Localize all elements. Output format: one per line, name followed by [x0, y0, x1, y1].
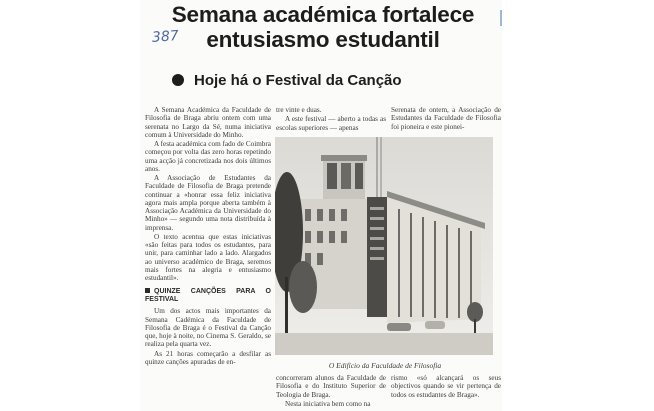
photo-caption: O Edifício da Faculdade de Filosofia	[328, 361, 442, 370]
paragraph: Um dos actos mais importantes da Semana Cadémica da Faculdade de Filosofia de Braga é o Festival da Canção que, hoje à noite, no Cinema S. Geraldo, se realiza pela quarta vez.	[145, 307, 271, 349]
building-photo	[275, 137, 493, 355]
edge-mark	[500, 10, 502, 26]
headline	[148, 2, 498, 52]
article-column-1	[145, 106, 271, 367]
subheadline-text: Hoje há o Festival da Canção	[194, 72, 402, 89]
paragraph: As 21 horas começarão a desfilar as quinze canções apuradas de en-	[145, 349, 271, 366]
article-column-2-top	[276, 106, 386, 133]
paragraph: Nesta iniciativa bem como na	[285, 399, 371, 408]
square-bullet-icon	[145, 288, 150, 293]
handwritten-note: 387	[151, 28, 180, 46]
paragraph: A Associação de Estudantes da Faculdade de Filosofia de Braga pretende continuar a «honrar essa feliz iniciativa agora mais ampla porque aberta também à Associação Académica da Universidade do Minho» — segundo uma nota distribuída à imprensa.	[145, 174, 271, 232]
paragraph: concorreram alunos da Faculdade de Filosofia e do Instituto Superior de Teologia de Braga.	[276, 374, 386, 399]
faculty-building-image	[275, 137, 493, 355]
headline-line-2: entusiasmo estudantil	[206, 27, 440, 52]
paragraph: Serenata de ontem, a Associação de Estudantes da Faculdade de Filosofia foi pioneira e este pionei-	[391, 106, 501, 131]
subheadline	[172, 72, 402, 89]
paragraph: O texto acentua que estas iniciativas «são feitas para todos os estudantes, para unir, para caminhar lado a lado. Alargados ao universo académico de Braga, seremos mais fortes na alegria e entusiasmo estudantil».	[145, 232, 271, 282]
paragraph: rismo «só alcançará os seus objectivos quando se vir pertença de todos os estudantes de Braga».	[391, 374, 501, 399]
article-column-3-top	[391, 106, 501, 132]
paragraph: A Semana Académica da Faculdade de Filosofia de Braga abriu ontem com uma serenata no Largo da Sé, numa iniciativa comum à Universidade do Minho.	[145, 106, 271, 139]
headline-line-1: Semana académica fortalece	[171, 2, 475, 27]
paragraph: tre vinte e duas.	[276, 106, 322, 114]
paragraph: A festa académica com fado de Coimbra começou por volta das zero horas repetindo uma acção já concretizada nos dois últimos anos.	[145, 140, 271, 173]
article-column-2-bottom	[276, 374, 386, 409]
article-column-3-bottom	[391, 374, 501, 400]
section-heading	[145, 288, 271, 304]
bullet-icon	[172, 74, 184, 86]
paragraph: A este festival — aberto a todas as escolas superiores — apenas	[276, 115, 386, 132]
section-heading-text: QUINZE CANÇÕES PARA O FESTIVAL	[145, 288, 271, 304]
